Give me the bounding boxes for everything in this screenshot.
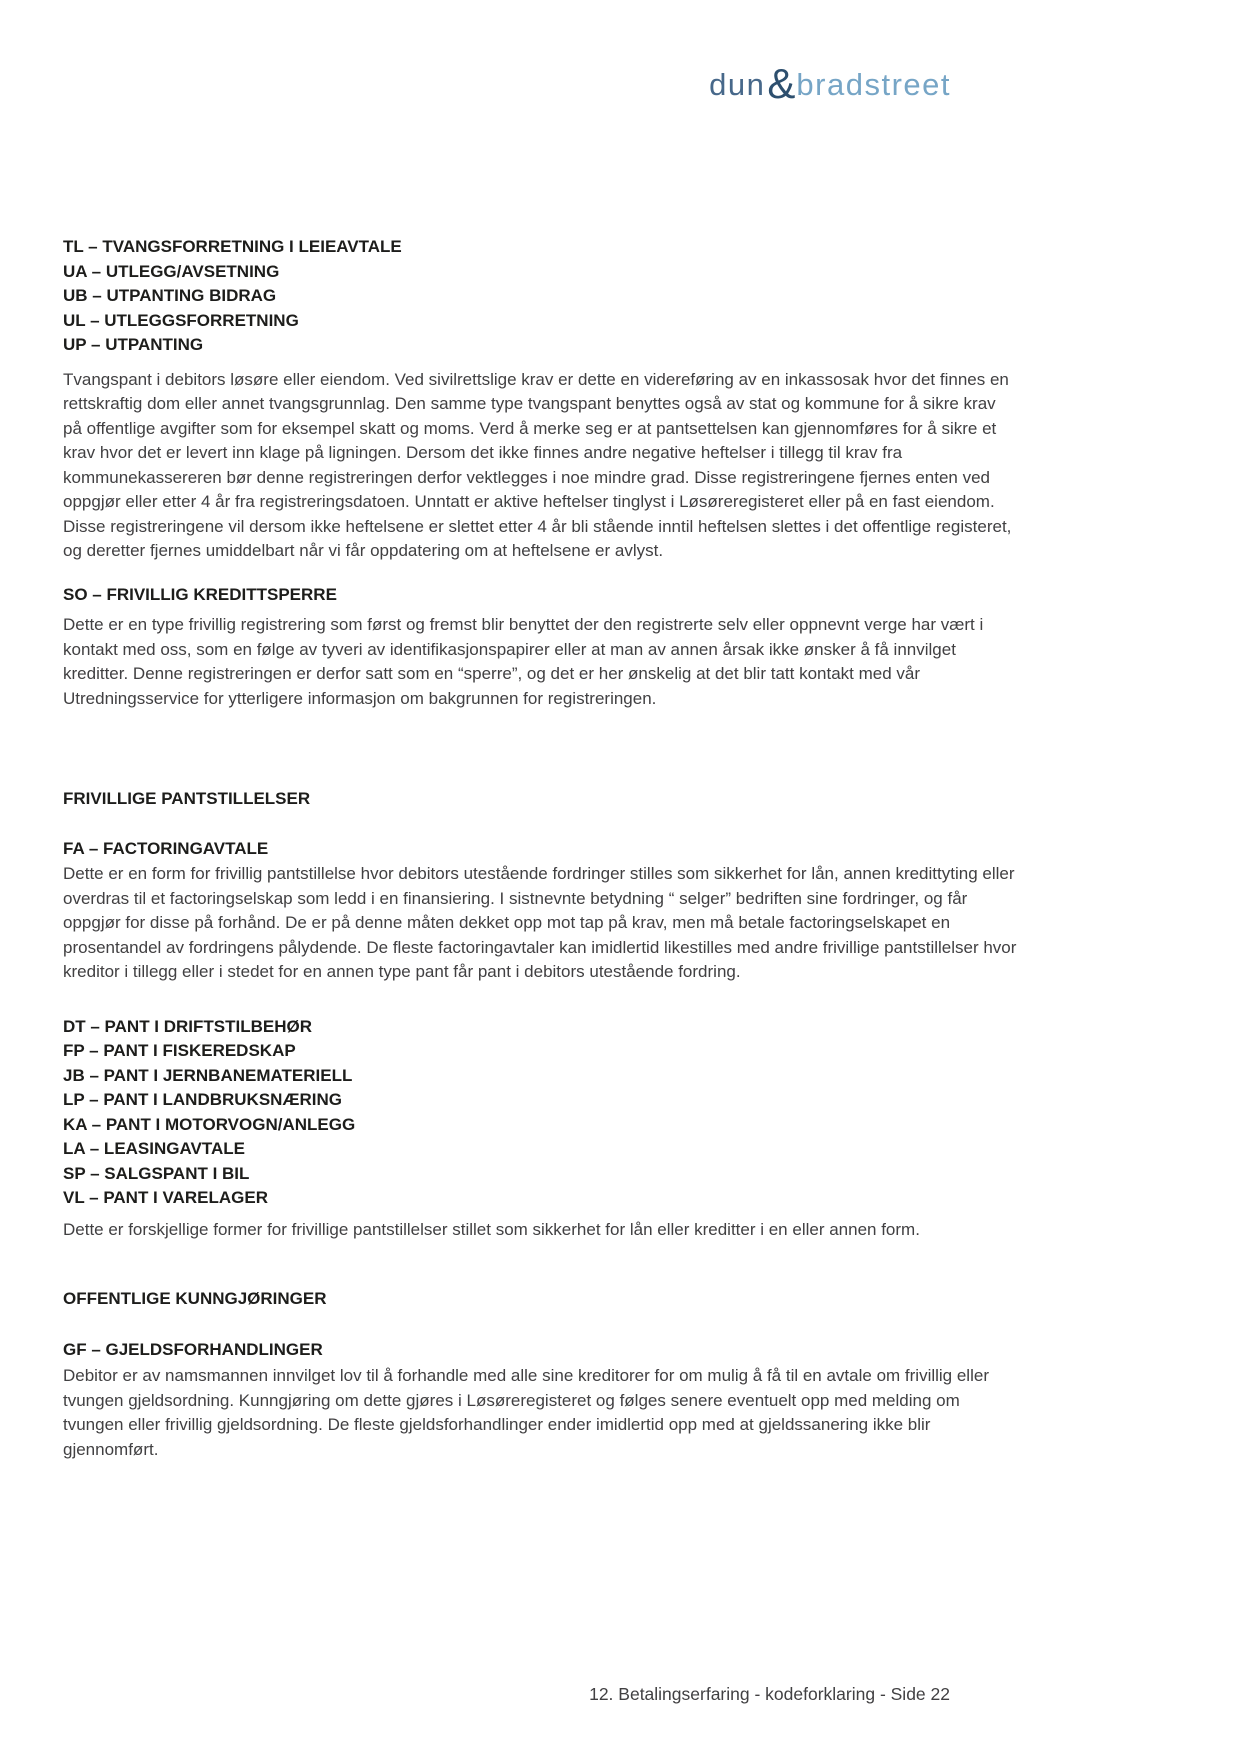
code-heading-fa: FA – FACTORINGAVTALE (63, 838, 269, 858)
dun-bradstreet-logo (709, 60, 951, 107)
pant-code-list (63, 1015, 1018, 1211)
logo-bradstreet-text: bradstreet (796, 67, 951, 102)
code-heading-tl: TL – TVANGSFORRETNING I LEIEAVTALE (63, 237, 402, 256)
code-heading-dt: DT – PANT I DRIFTSTILBEHØR (63, 1016, 313, 1036)
code-heading-ua: UA – UTLEGG/AVSETNING (63, 261, 280, 281)
code-heading-jb: JB – PANT I JERNBANEMATERIELL (63, 1065, 353, 1085)
tvangspant-code-list (63, 235, 1018, 358)
section-title-frivillige-pantstillelser: FRIVILLIGE PANTSTILLELSER (63, 789, 311, 808)
code-heading-up: UP – UTPANTING (63, 335, 204, 354)
gjeldsforhandlinger-paragraph: Debitor er av namsmannen innvilget lov til å forhandle med alle sine kreditorer for om mulig å få til en avtale om frivillig eller tvungen gjeldsordning. Kunngjøring om dette gjøres i Løsøreregisteret og følges senere eventuelt opp med melding om tvungen eller frivillig gjeldsordning. De fleste gjeldsforhandlinger ender imidlertid opp med at gjeldssanering ikke blir gjennomført. (63, 1366, 989, 1459)
page-footer: 12. Betalingserfaring - kodeforklaring - Side 22 (589, 1684, 950, 1704)
code-heading-sp: SP – SALGSPANT I BIL (63, 1163, 250, 1183)
code-heading-fp: FP – PANT I FISKEREDSKAP (63, 1041, 296, 1060)
kredittsperre-paragraph: Dette er en type frivillig registrering som først og fremst blir benyttet der den registrerte selv eller oppnevnt verge har vært i kontakt med oss, som en følge av tyveri av identifikasjonspapirer eller at man av annen årsak ikke ønsker å få innvilget kreditter. Denne registreringen er derfor satt som en “sperre”, og det er her ønskelig at det blir tatt kontakt med vår Utredningsservice for ytterligere informasjon om bakgrunnen for registreringen. (63, 615, 984, 708)
factoring-paragraph: Dette er en form for frivillig pantstillelse hvor debitors utestående fordringer stilles som sikkerhet for lån, annen kredittyting eller overdras til et factoringselskap som ledd i en finansiering. I sistnevnte betydning “ selger” bedriften sine fordringer, og får oppgjør for disse på forhånd. De er på denne måten dekket opp mot tap på krav, men må betale factoringselskapet en prosentandel av fordringens pålydende. De fleste factoringavtaler kan imidlertid likestilles med andre frivillige pantstillelser hvor kreditor i tillegg eller i stedet for en annen type pant får pant i debitors utestående fordring. (63, 864, 1017, 981)
section-title-offentlige-kunngjoringer: OFFENTLIGE KUNNGJØRINGER (63, 1289, 327, 1308)
code-heading-la: LA – LEASINGAVTALE (63, 1139, 245, 1158)
code-heading-ka: KA – PANT I MOTORVOGN/ANLEGG (63, 1114, 356, 1134)
logo-ampersand-icon: & (767, 60, 796, 107)
code-heading-gf: GF – GJELDSFORHANDLINGER (63, 1339, 323, 1359)
tvangspant-paragraph: Tvangspant i debitors løsøre eller eiendom. Ved sivilrettslige krav er dette en videreføring av en inkassosak hvor det finnes en rettskraftig dom eller annet tvangsgrunnlag. Den samme type tvangspant benyttes også av stat og kommune for å sikre krav på offentlige avgifter som for eksempel skatt og moms. Verd å merke seg er at pantsettelsen kan gjennomføres for å sikre et krav hvor det er levert inn klage på ligningen. Dersom det ikke finnes andre negative heftelser i tillegg til krav fra kommunekassereren bør denne registreringen derfor vektlegges i noe mindre grad. Disse registreringene fjernes enten ved oppgjør eller etter 4 år fra registreringsdatoen. Unntatt er aktive heftelser tinglyst i Løsøreregisteret eller på en fast eiendom. Disse registreringene vil dersom ikke heftelsene er slettet etter 4 år bli stående inntil heftelsen slettes i det offentlige registeret, og deretter fjernes umiddelbart når vi får oppdatering om at heftelsene er avlyst. (63, 369, 1012, 560)
code-heading-lp: LP – PANT I LANDBRUKSNÆRING (63, 1090, 342, 1109)
code-heading-so: SO – FRIVILLIG KREDITTSPERRE (63, 584, 337, 604)
logo-dun-text: dun (709, 67, 766, 102)
pant-codes-paragraph: Dette er forskjellige former for frivillige pantstillelser stillet som sikkerhet for lån eller kreditter i en eller annen form. (63, 1219, 920, 1239)
page-content (63, 235, 1018, 1462)
code-heading-ub: UB – UTPANTING BIDRAG (63, 286, 277, 305)
code-heading-vl: VL – PANT I VARELAGER (63, 1188, 268, 1207)
code-heading-ul: UL – UTLEGGSFORRETNING (63, 310, 299, 330)
